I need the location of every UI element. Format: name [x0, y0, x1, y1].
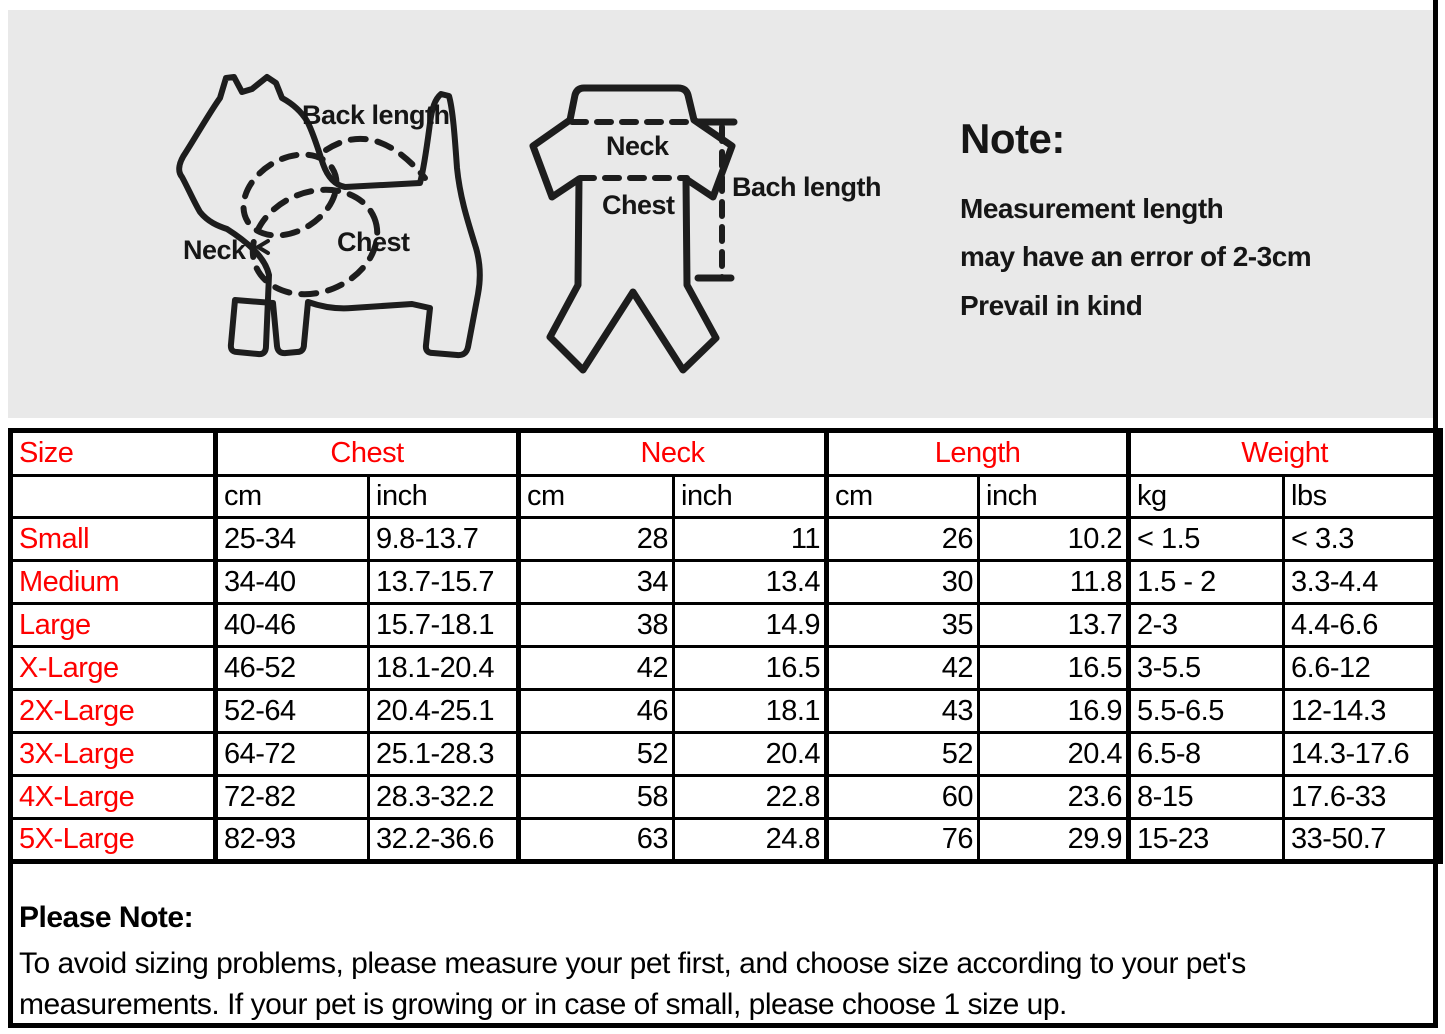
value-cell: 15-23: [1129, 819, 1284, 862]
value-cell: 5.5-6.5: [1129, 690, 1284, 733]
value-cell: 30: [827, 561, 979, 604]
value-cell: 14.3-17.6: [1284, 733, 1441, 776]
empty-header-cell: [11, 476, 216, 518]
value-cell: 6.6-12: [1284, 647, 1441, 690]
value-cell: 17.6-33: [1284, 776, 1441, 819]
value-cell: 3-5.5: [1129, 647, 1284, 690]
value-cell: 52-64: [216, 690, 369, 733]
unit-cell: inch: [674, 476, 827, 518]
value-cell: 23.6: [979, 776, 1129, 819]
table-row-5xlarge: [11, 819, 1441, 862]
value-cell: 18.1: [674, 690, 827, 733]
value-cell: 20.4: [674, 733, 827, 776]
table-row-large: [11, 604, 1441, 647]
table-row-2xlarge: [11, 690, 1441, 733]
size-table: [8, 428, 1443, 864]
weight-group-header: Weight: [1129, 431, 1441, 476]
dog-neck-label: Neck: [183, 235, 246, 265]
size-cell: 2X-Large: [11, 690, 216, 733]
unit-cell: cm: [519, 476, 674, 518]
value-cell: 42: [827, 647, 979, 690]
value-cell: 9.8-13.7: [369, 518, 519, 561]
value-cell: 63: [519, 819, 674, 862]
value-cell: 52: [827, 733, 979, 776]
value-cell: 4.4-6.6: [1284, 604, 1441, 647]
garment-back-length-label: Bach length: [732, 172, 882, 202]
size-cell: 4X-Large: [11, 776, 216, 819]
chest-group-header: Chest: [216, 431, 519, 476]
value-cell: 25-34: [216, 518, 369, 561]
back-length-measure-line: [326, 139, 425, 178]
value-cell: 35: [827, 604, 979, 647]
unit-cell: lbs: [1284, 476, 1441, 518]
size-cell: 5X-Large: [11, 819, 216, 862]
value-cell: 33-50.7: [1284, 819, 1441, 862]
footer-note-box: [8, 857, 1438, 1028]
value-cell: 3.3-4.4: [1284, 561, 1441, 604]
value-cell: 20.4-25.1: [369, 690, 519, 733]
value-cell: 28: [519, 518, 674, 561]
value-cell: 58: [519, 776, 674, 819]
value-cell: 14.9: [674, 604, 827, 647]
value-cell: 2-3: [1129, 604, 1284, 647]
value-cell: 16.5: [979, 647, 1129, 690]
unit-cell: cm: [827, 476, 979, 518]
value-cell: 76: [827, 819, 979, 862]
neck-group-header: Neck: [519, 431, 827, 476]
garment-neck-label: Neck: [606, 131, 669, 161]
value-cell: 52: [519, 733, 674, 776]
value-cell: 34-40: [216, 561, 369, 604]
value-cell: 64-72: [216, 733, 369, 776]
value-cell: 15.7-18.1: [369, 604, 519, 647]
size-cell: Small: [11, 518, 216, 561]
value-cell: 25.1-28.3: [369, 733, 519, 776]
value-cell: 6.5-8: [1129, 733, 1284, 776]
footer-note-title: Please Note:: [19, 901, 194, 934]
value-cell: 1.5 - 2: [1129, 561, 1284, 604]
dog-chest-label: Chest: [337, 227, 410, 257]
note-line-1: Measurement length: [960, 193, 1224, 224]
value-cell: 34: [519, 561, 674, 604]
measurement-guide-panel: [8, 10, 1433, 418]
note-title: Note:: [960, 115, 1065, 162]
table-units-row: [11, 476, 1441, 518]
table-group-header-row: [11, 431, 1441, 476]
value-cell: 16.5: [674, 647, 827, 690]
value-cell: 20.4: [979, 733, 1129, 776]
size-cell: X-Large: [11, 647, 216, 690]
size-column-header: Size: [11, 431, 216, 476]
value-cell: 26: [827, 518, 979, 561]
value-cell: < 3.3: [1284, 518, 1441, 561]
size-cell: 3X-Large: [11, 733, 216, 776]
note-line-3: Prevail in kind: [960, 290, 1143, 321]
value-cell: 32.2-36.6: [369, 819, 519, 862]
value-cell: 43: [827, 690, 979, 733]
value-cell: 82-93: [216, 819, 369, 862]
value-cell: 38: [519, 604, 674, 647]
unit-cell: kg: [1129, 476, 1284, 518]
value-cell: 22.8: [674, 776, 827, 819]
unit-cell: inch: [979, 476, 1129, 518]
garment-measurement-diagram: [520, 80, 880, 400]
unit-cell: inch: [369, 476, 519, 518]
value-cell: 60: [827, 776, 979, 819]
value-cell: 12-14.3: [1284, 690, 1441, 733]
size-cell: Medium: [11, 561, 216, 604]
value-cell: 16.9: [979, 690, 1129, 733]
table-row-small: [11, 518, 1441, 561]
value-cell: 46: [519, 690, 674, 733]
footer-note-line-1: To avoid sizing problems, please measure your pet first, and choose size according to your pet's: [19, 947, 1246, 980]
value-cell: 28.3-32.2: [369, 776, 519, 819]
length-group-header: Length: [827, 431, 1129, 476]
table-row-xlarge: [11, 647, 1441, 690]
value-cell: 18.1-20.4: [369, 647, 519, 690]
value-cell: 13.7: [979, 604, 1129, 647]
neck-label-pointer: [258, 241, 268, 253]
value-cell: 72-82: [216, 776, 369, 819]
value-cell: 29.9: [979, 819, 1129, 862]
neck-measure-line: [229, 138, 352, 252]
table-row-3xlarge: [11, 733, 1441, 776]
footer-note-line-2: measurements. If your pet is growing or in case of small, please choose 1 size up.: [19, 988, 1067, 1021]
value-cell: 8-15: [1129, 776, 1284, 819]
value-cell: < 1.5: [1129, 518, 1284, 561]
value-cell: 40-46: [216, 604, 369, 647]
value-cell: 11: [674, 518, 827, 561]
value-cell: 13.4: [674, 561, 827, 604]
value-cell: 13.7-15.7: [369, 561, 519, 604]
value-cell: 42: [519, 647, 674, 690]
garment-chest-label: Chest: [602, 190, 675, 220]
table-row-4xlarge: [11, 776, 1441, 819]
table-row-medium: [11, 561, 1441, 604]
value-cell: 46-52: [216, 647, 369, 690]
unit-cell: cm: [216, 476, 369, 518]
size-cell: Large: [11, 604, 216, 647]
note-line-2: may have an error of 2-3cm: [960, 241, 1312, 272]
value-cell: 10.2: [979, 518, 1129, 561]
value-cell: 11.8: [979, 561, 1129, 604]
dog-back-length-label: Back length: [302, 100, 450, 130]
value-cell: 24.8: [674, 819, 827, 862]
